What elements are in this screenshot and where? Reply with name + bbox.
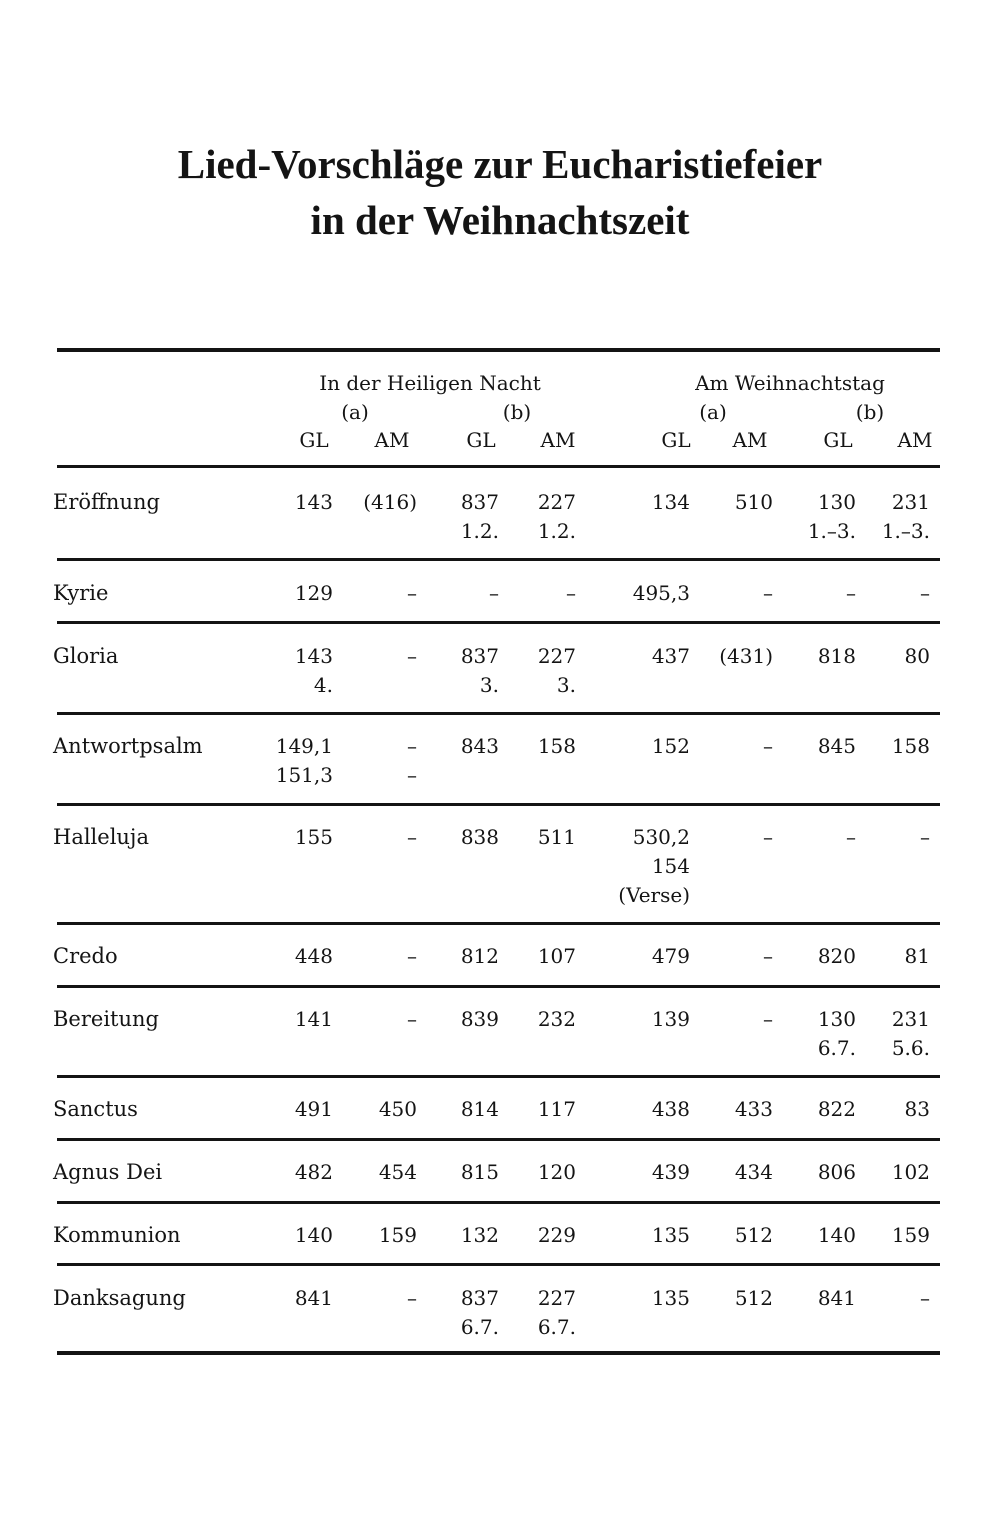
table-cell: 511	[537, 825, 576, 849]
table-cell: 140	[294, 1223, 333, 1247]
table-cell: –	[846, 581, 856, 605]
table-cell: 843	[460, 734, 499, 758]
table-cell: 837 6.7.	[460, 1286, 499, 1339]
table-cell: 812	[460, 944, 499, 968]
table-cell: 158	[891, 734, 930, 758]
table-cell: – –	[407, 734, 417, 787]
table-cell: 139	[651, 1007, 690, 1031]
table-cell: –	[407, 944, 417, 968]
header-group-weihnachtstag: Am Weihnachtstag	[695, 371, 885, 395]
header-col-am: AM	[374, 428, 410, 452]
table-cell: –	[763, 825, 773, 849]
table-cell: 510	[734, 490, 773, 514]
table-cell: 117	[537, 1097, 576, 1121]
table-cell: 530,2 154 (Verse)	[618, 825, 690, 907]
table-cell: –	[763, 734, 773, 758]
header-sub-b: (b)	[502, 400, 532, 424]
table-cell: –	[407, 1286, 417, 1310]
table-cell: 143 4.	[294, 644, 333, 697]
table-cell: –	[566, 581, 576, 605]
table-cell: 227 1.2.	[537, 490, 576, 543]
table-cell: –	[920, 825, 930, 849]
table-cell: –	[407, 1007, 417, 1031]
row-label: Antwortpsalm	[53, 734, 203, 758]
table-cell: –	[920, 581, 930, 605]
table-cell: 227 6.7.	[537, 1286, 576, 1339]
table-cell: 120	[537, 1160, 576, 1184]
table-cell: –	[920, 1286, 930, 1310]
row-label: Halleluja	[53, 825, 149, 849]
table-cell: 107	[537, 944, 576, 968]
table-cell: 814	[460, 1097, 499, 1121]
table-cell: 448	[294, 944, 333, 968]
table-cell: 152	[651, 734, 690, 758]
table-cell: 129	[294, 581, 333, 605]
header-col-am: AM	[897, 428, 933, 452]
table-cell: 845	[817, 734, 856, 758]
table-cell: 141	[294, 1007, 333, 1031]
header-col-gl: GL	[299, 428, 329, 452]
header-sub-a: (a)	[699, 400, 727, 424]
table-cell: 837 3.	[460, 644, 499, 697]
table-cell: –	[763, 1007, 773, 1031]
page-title: Lied-Vorschläge zur Eucharistiefeier	[177, 141, 823, 187]
row-label: Bereitung	[53, 1007, 159, 1031]
table-cell: 454	[378, 1160, 417, 1184]
row-label: Danksagung	[53, 1286, 186, 1310]
table-cell: –	[407, 825, 417, 849]
row-label: Credo	[53, 944, 118, 968]
table-cell: 134	[651, 490, 690, 514]
table-cell: 815	[460, 1160, 499, 1184]
row-label: Kommunion	[53, 1223, 181, 1247]
header-col-gl: GL	[661, 428, 691, 452]
table-cell: 83	[904, 1097, 930, 1121]
table-cell: 839	[460, 1007, 499, 1031]
header-col-am: AM	[732, 428, 768, 452]
table-cell: 158	[537, 734, 576, 758]
header-col-gl: GL	[466, 428, 496, 452]
table-cell: 433	[734, 1097, 773, 1121]
table-cell: 231 5.6.	[891, 1007, 930, 1060]
row-divider	[57, 922, 940, 925]
row-label: Kyrie	[53, 581, 109, 605]
page-subtitle: in der Weihnachtszeit	[310, 197, 690, 243]
table-cell: –	[763, 944, 773, 968]
header-group-nacht: In der Heiligen Nacht	[319, 371, 541, 395]
table-cell: –	[489, 581, 499, 605]
table-cell: 818	[817, 644, 856, 668]
table-cell: 841	[817, 1286, 856, 1310]
table-cell: 81	[904, 944, 930, 968]
table-cell: 135	[651, 1286, 690, 1310]
table-cell: 838	[460, 825, 499, 849]
header-sub-b: (b)	[855, 400, 885, 424]
table-cell: 434	[734, 1160, 773, 1184]
row-divider	[57, 1263, 940, 1266]
table-cell: 143	[294, 490, 333, 514]
table-cell: 149,1 151,3	[275, 734, 333, 787]
row-divider	[57, 985, 940, 988]
table-cell: (416)	[363, 490, 417, 514]
table-cell: 229	[537, 1223, 576, 1247]
row-divider	[57, 558, 940, 561]
table-top-rule	[57, 348, 940, 352]
table-cell: 140	[817, 1223, 856, 1247]
row-label: Sanctus	[53, 1097, 138, 1121]
table-cell: 491	[294, 1097, 333, 1121]
table-bottom-rule	[57, 1351, 940, 1355]
table-cell: 130 6.7.	[817, 1007, 856, 1060]
row-divider	[57, 1201, 940, 1204]
row-divider	[57, 1075, 940, 1078]
table-cell: 130 1.–3.	[807, 490, 856, 543]
row-label: Eröffnung	[53, 490, 160, 514]
table-cell: 837 1.2.	[460, 490, 499, 543]
table-cell: 102	[891, 1160, 930, 1184]
table-cell: 132	[460, 1223, 499, 1247]
table-cell: 438	[651, 1097, 690, 1121]
table-cell: 159	[378, 1223, 417, 1247]
table-cell: –	[407, 644, 417, 668]
header-col-gl: GL	[823, 428, 853, 452]
table-cell: 450	[378, 1097, 417, 1121]
table-cell: –	[846, 825, 856, 849]
table-cell: –	[763, 581, 773, 605]
header-col-am: AM	[540, 428, 576, 452]
table-cell: (431)	[719, 644, 773, 668]
table-cell: –	[407, 581, 417, 605]
table-cell: 231 1.–3.	[881, 490, 930, 543]
header-sub-a: (a)	[341, 400, 369, 424]
table-cell: 806	[817, 1160, 856, 1184]
row-label: Agnus Dei	[53, 1160, 163, 1184]
table-cell: 479	[651, 944, 690, 968]
header-rule	[57, 465, 940, 468]
table-cell: 820	[817, 944, 856, 968]
row-divider	[57, 621, 940, 624]
table-cell: 495,3	[632, 581, 690, 605]
table-cell: 232	[537, 1007, 576, 1031]
table-cell: 512	[734, 1223, 773, 1247]
table-cell: 822	[817, 1097, 856, 1121]
table-cell: 482	[294, 1160, 333, 1184]
table-cell: 512	[734, 1286, 773, 1310]
table-cell: 439	[651, 1160, 690, 1184]
table-cell: 80	[904, 644, 930, 668]
table-cell: 135	[651, 1223, 690, 1247]
row-divider	[57, 803, 940, 806]
row-divider	[57, 712, 940, 715]
table-cell: 437	[651, 644, 690, 668]
row-label: Gloria	[53, 644, 119, 668]
table-cell: 227 3.	[537, 644, 576, 697]
table-cell: 159	[891, 1223, 930, 1247]
table-cell: 841	[294, 1286, 333, 1310]
table-cell: 155	[294, 825, 333, 849]
row-divider	[57, 1138, 940, 1141]
